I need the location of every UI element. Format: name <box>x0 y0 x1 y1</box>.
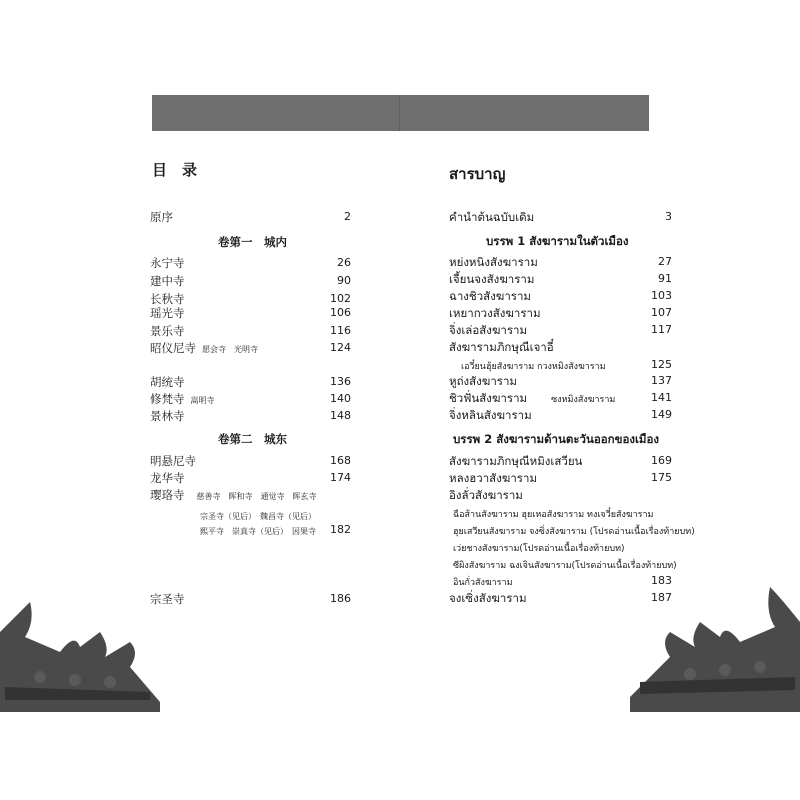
toc-entry: 宗圣寺 186 <box>150 592 351 606</box>
toc-entry: 景林寺 148 <box>150 409 351 423</box>
right-page-title: สารบาญ <box>449 165 506 183</box>
toc-entry: สังฆารามภิกษุณีเจาอี๋ <box>449 340 554 354</box>
toc-entry: หย่งหนิงสังฆาราม 27 <box>449 255 672 269</box>
toc-entry: จิ่งหลินสังฆาราม 149 <box>449 408 672 422</box>
toc-entry: จิ่งเล่อสังฆาราม 117 <box>449 323 672 337</box>
volume-heading: 卷第一 城内 <box>218 235 287 249</box>
toc-entry: 昭仪尼寺 愿会寺 光明寺 124 <box>150 341 351 355</box>
roof-ornament-right-icon <box>630 582 800 712</box>
toc-entry-sub: ฉือส้านสังฆาราม ฮุยเหอสังฆาราม ทงเจวี๋ยสังฆาราม <box>453 510 654 520</box>
toc-entry: 龙华寺 174 <box>150 471 351 485</box>
volume-heading: 卷第二 城东 <box>218 432 287 446</box>
toc-entry: ชิวฟั่นสังฆาราม ซงหมิงสังฆาราม 141 <box>449 391 672 405</box>
toc-entry: เจี้ยนจงสังฆาราม 91 <box>449 272 672 286</box>
header-band <box>152 95 649 131</box>
toc-entry: 璎珞寺 慈善寺 晖和寺 通觉寺 晖玄寺 <box>150 488 317 502</box>
toc-entry: 明悬尼寺 168 <box>150 454 351 468</box>
toc-entry: หูถ่งสังฆาราม 137 <box>449 374 672 388</box>
toc-entry-sub: เว่ยชางสังฆาราม(โปรดอ่านเนื้อเรื่องท้ายบท) <box>453 544 625 554</box>
roof-ornament-left-icon <box>0 592 160 712</box>
toc-entry-sub: ฮุยเสวียนสังฆาราม จงซิ่งสังฆาราม (โปรดอ่านเนื้อเรื่องท้ายบท) <box>453 527 695 537</box>
toc-entry: สังฆารามภิกษุณีหมิงเสวียน 169 <box>449 454 672 468</box>
toc-entry: 修梵寺 嵩明寺 140 <box>150 392 351 406</box>
toc-entry: 长秋寺 102 <box>150 292 351 306</box>
toc-entry: จงเซิ่งสังฆาราม 187 <box>449 591 672 605</box>
toc-entry: เหยากวงสังฆาราม 107 <box>449 306 672 320</box>
toc-entry-note: 熙平寺 崇真寺（见后） 因果寺 182 <box>200 523 351 536</box>
toc-entry: 瑶光寺 106 <box>150 306 351 320</box>
toc-entry: 胡统寺 136 <box>150 375 351 389</box>
toc-entry: คำนำต้นฉบับเดิม 3 <box>449 210 672 224</box>
toc-entry: 景乐寺 116 <box>150 324 351 338</box>
toc-entry-sub: ซีผิงสังฆาราม ฉงเจินสังฆาราม(โปรดอ่านเนื้อเรื่องท้ายบท) <box>453 561 677 571</box>
toc-entry-sub: อินกั่วสังฆาราม 183 <box>453 574 672 588</box>
toc-entry-note: 宗圣寺（见后） 魏昌寺（见后） <box>200 512 316 521</box>
part-heading: บรรพ 2 สังฆารามด้านตะวันออกของเมือง <box>453 432 660 446</box>
toc-entry: 永宁寺 26 <box>150 256 351 270</box>
toc-entry: หลงฮวาสังฆาราม 175 <box>449 471 672 485</box>
toc-entry: 建中寺 90 <box>150 274 351 288</box>
toc-entry: อิงลั่วสังฆาราม <box>449 488 523 502</box>
left-page-title: 目 录 <box>152 161 198 179</box>
band-divider <box>399 95 400 131</box>
toc-entry-sub: เอวี๋ยนฮุ้ยสังฆาราม กวงหมิงสังฆาราม 125 <box>461 358 672 372</box>
part-heading: บรรพ 1 สังฆารามในตัวเมือง <box>486 234 629 248</box>
toc-entry: 原序 2 <box>150 210 351 224</box>
toc-entry: ฉางชิวสังฆาราม 103 <box>449 289 672 303</box>
